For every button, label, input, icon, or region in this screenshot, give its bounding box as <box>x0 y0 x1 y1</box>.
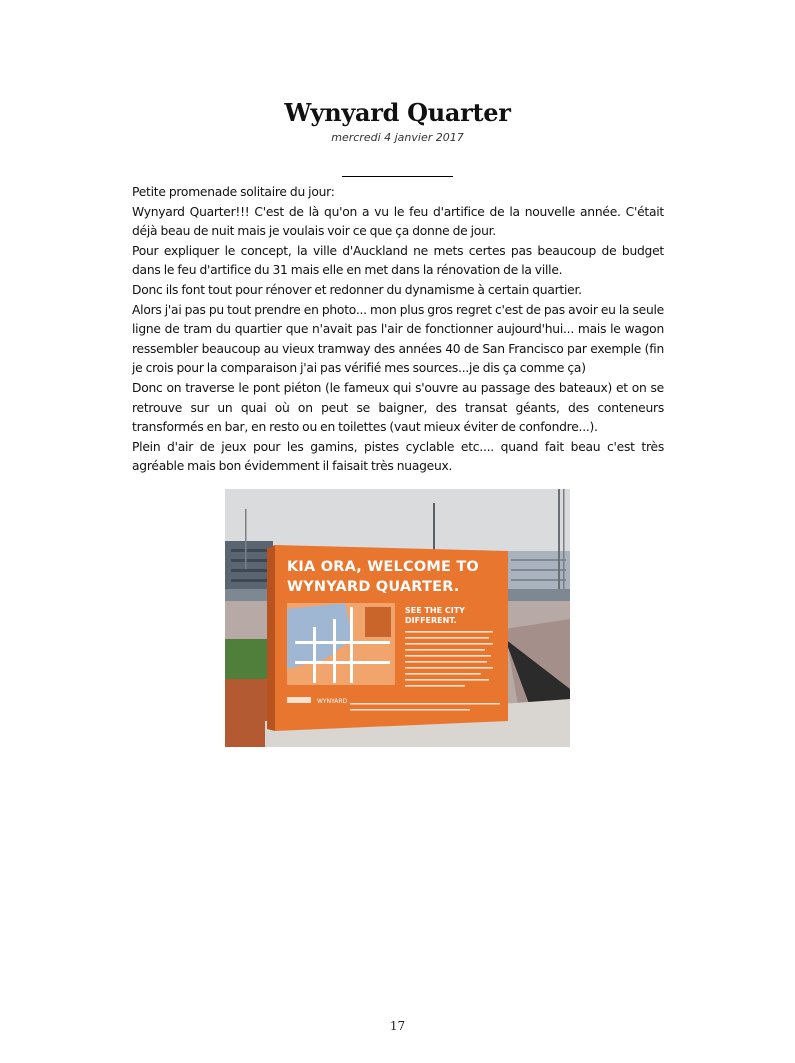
post-date: mercredi 4 janvier 2017 <box>331 131 464 144</box>
sign-heading-line2: WYNYARD QUARTER. <box>287 579 460 595</box>
article-body <box>132 183 664 477</box>
paragraph-concept: Pour expliquer le concept, la ville d'Auckland ne mets certes pas beaucoup de budget dans le feu d'artifice du 31 mais elle en met dans la rénovation de la ville. <box>132 243 664 278</box>
paragraph-playgrounds: Plein d'air de jeux pour les gamins, pistes cyclable etc.... quand fait beau c'est très agréable mais bon évidemment il faisait très nuageux. <box>132 439 664 474</box>
wynyard-sign-photo <box>225 489 570 747</box>
sign-heading-line1: KIA ORA, WELCOME TO <box>287 559 479 575</box>
paragraph-fireworks: Wynyard Quarter!!! C'est de là qu'on a vu le feu d'artifice de la nouvelle année. C'était déjà beau de nuit mais je voulais voir ce que ça donne de jour. <box>132 204 664 239</box>
paragraph-tram: Alors j'ai pas pu tout prendre en photo... mon plus gros regret c'est de pas avoir eu la seule ligne de tram du quartier que n'avait pas l'air de fonctionner aujourd'hui... mais le wagon ressembler beaucoup au vieux tramway des années 40 de San Francisco par exemple (fin je crois pour la comparaison j'ai pas vérifié mes sources...je dis ça comme ça) <box>132 302 664 376</box>
paragraph-renovation: Donc ils font tout pour rénover et redonner du dynamisme à certain quartier. <box>132 282 582 297</box>
sign-logo: WYNYARD <box>317 698 348 705</box>
paragraph-bridge: Donc on traverse le pont piéton (le fameux qui s'ouvre au passage des bateaux) et on se retrouve sur un quai où on peut se baigner, des transat géants, des conteneurs transformés en bar, en resto ou en toilettes (vaut mieux éviter de confondre...). <box>132 380 664 435</box>
paragraph-intro: Petite promenade solitaire du jour: <box>132 185 335 199</box>
title-divider <box>342 176 453 177</box>
page-title: Wynyard Quarter <box>284 98 511 127</box>
sign-subheading-line1: SEE THE CITY <box>405 606 465 615</box>
sign-subheading-line2: DIFFERENT. <box>405 616 457 625</box>
page-number: 17 <box>389 1019 406 1033</box>
